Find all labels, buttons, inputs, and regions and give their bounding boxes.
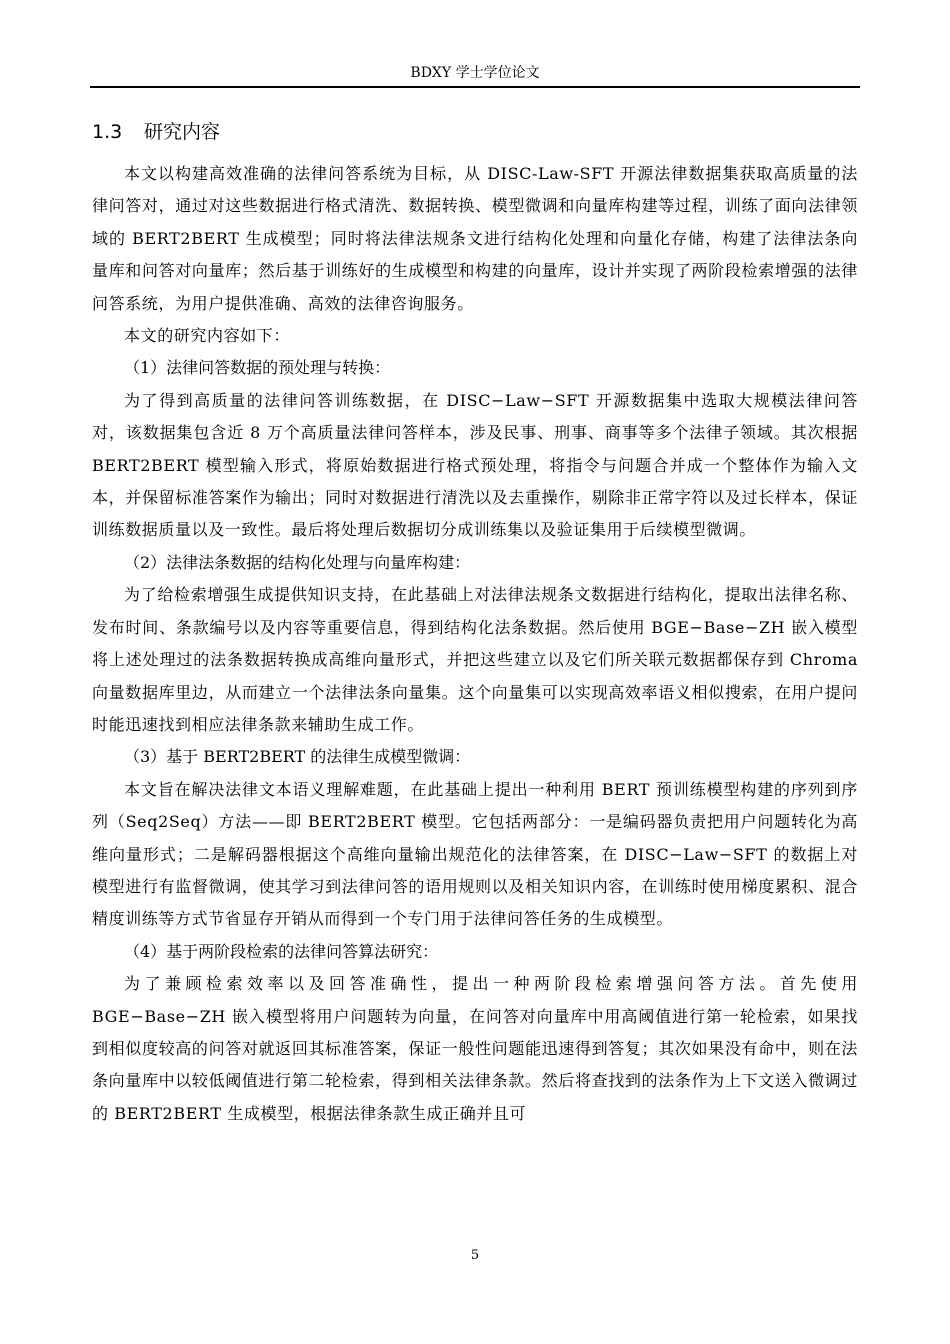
subsection-heading: （4）基于两阶段检索的法律问答算法研究： bbox=[124, 941, 439, 961]
paragraph: 为了得到高质量的法律问答训练数据，在 DISC−Law−SFT 开源数据集中选取大规模法律问答对，该数据集包含近 8 万个高质量法律问答样本，涉及民事、刑事、商事等多个法律子领域。其次根据 BERT2BERT 模型输入形式，将原始数据进行格式预处理，将指令与问题合并成一个整体作为输入文本，并保留标准答案作为输出；同时对数据进行清洗以及去重操作，剔除非正常字符以及过长样本，保证训练数据质量以及一致性。最后将处理后数据切分成训练集以及验证集用于后续模型微调。 bbox=[92, 390, 858, 540]
page-number: 5 bbox=[470, 1248, 480, 1263]
subsection-heading: （2）法律法条数据的结构化处理与向量库构建： bbox=[124, 552, 471, 572]
paragraph: 本文以构建高效准确的法律问答系统为目标，从 DISC-Law-SFT 开源法律数据集获取高质量的法律问答对，通过对这些数据进行格式清洗、数据转换、模型微调和向量库构建等过程，训练了面向法律领域的 BERT2BERT 生成模型；同时将法律法规条文进行结构化处理和向量化存储，构建了法律法条向量库和问答对向量库；然后基于训练好的生成模型和构建的向量库，设计并实现了两阶段检索增强的法律问答系统，为用户提供准确、高效的法律咨询服务。 bbox=[92, 164, 858, 313]
body-text bbox=[92, 158, 858, 1130]
section-heading bbox=[92, 118, 220, 146]
paragraph: 为了给检索增强生成提供知识支持，在此基础上对法律法规条文数据进行结构化，提取出法律名称、发布时间、条款编号以及内容等重要信息，得到结构化法条数据。然后使用 BGE−Base−ZH 嵌入模型将上述处理过的法条数据转换成高维向量形式，并把这些建立以及它们所关联元数据都保存到 Chroma 向量数据库里边，从而建立一个法律法条向量集。这个向量集可以实现高效率语义相似搜索，在用户提问时能迅速找到相应法律条款来辅助生成工作。 bbox=[92, 585, 858, 734]
running-header: BDXY 学士学位论文 bbox=[410, 65, 540, 81]
subsection-heading: （1）法律问答数据的预处理与转换： bbox=[124, 358, 391, 378]
section-number: 1.3 bbox=[92, 121, 123, 143]
header-rule bbox=[90, 86, 860, 88]
paragraph: 本文旨在解决法律文本语义理解难题，在此基础上提出一种利用 BERT 预训练模型构建的序列到序列（Seq2Seq）方法——即 BERT2BERT 模型。它包括两部分：一是编码器负责把用户问题转化为高维向量形式；二是解码器根据这个高维向量输出规范化的法律答案，在 DISC−Law−SFT 的数据上对模型进行有监督微调，使其学习到法律问答的语用规则以及相关知识内容，在训练时使用梯度累积、混合精度训练等方式节省显存开销从而得到一个专门用于法律问答任务的生成模型。 bbox=[92, 779, 858, 929]
section-title: 研究内容 bbox=[144, 121, 221, 143]
paragraph: 为了兼顾检索效率以及回答准确性，提出一种两阶段检索增强问答方法。首先使用 BGE−Base−ZH 嵌入模型将用户问题转为向量，在问答对向量库中用高阈值进行第一轮检索，如果找到相似度较高的问答对就返回其标准答案，保证一般性问题能迅速得到答复；其次如果没有命中，则在法条向量库中以较低阈值进行第二轮检索，得到相关法律条款。然后将查找到的法条作为上下文送入微调过的 BERT2BERT 生成模型，根据法律条款生成正确并且可 bbox=[92, 974, 858, 1123]
subsection-heading: （3）基于 BERT2BERT 的法律生成模型微调： bbox=[124, 747, 471, 767]
paragraph: 本文的研究内容如下： bbox=[124, 326, 291, 346]
